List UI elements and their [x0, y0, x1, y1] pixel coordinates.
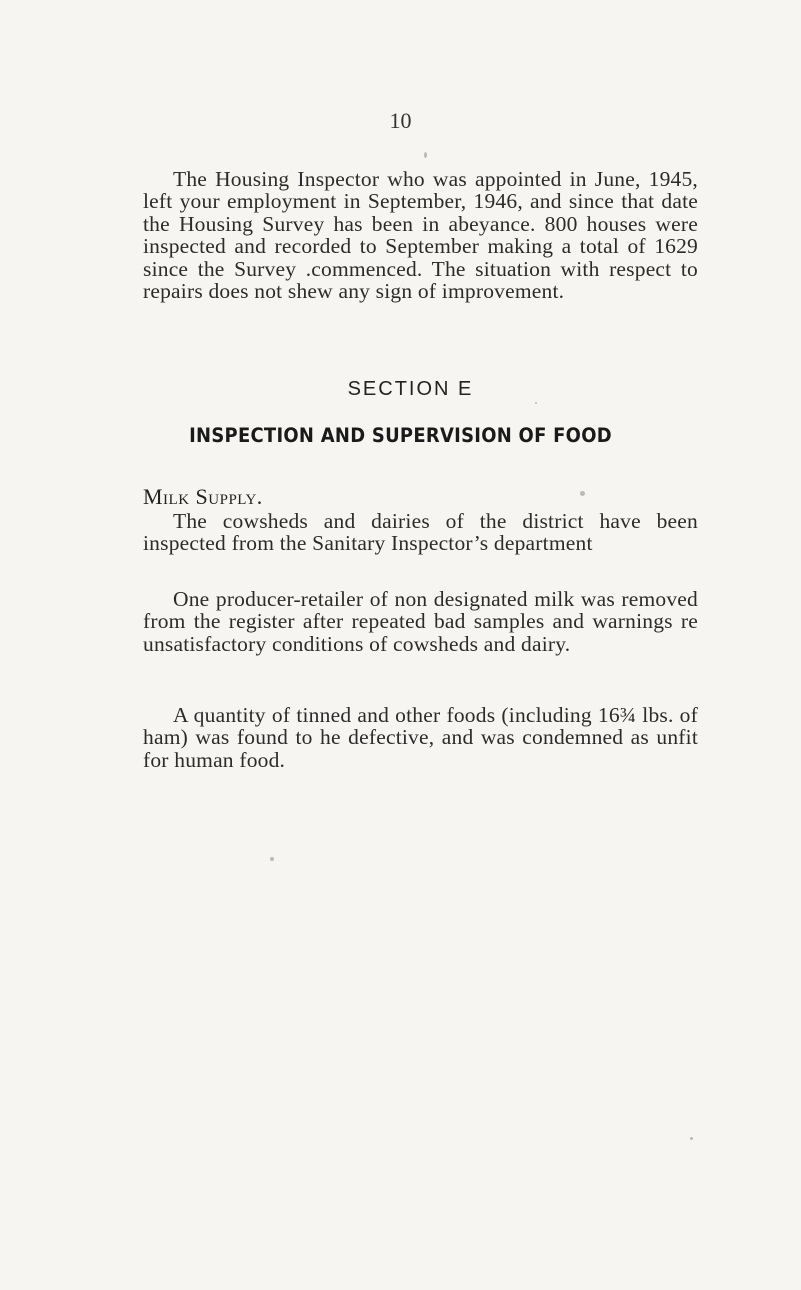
producer-paragraph [143, 588, 698, 655]
producer-paragraph-text: One producer-retailer of non designated milk was removed from the register after repeated bad samples and warnings re unsatisfactory conditions of cowsheds and dairy. [143, 587, 698, 656]
section-title: INSPECTION AND SUPERVISION OF FOOD [189, 424, 612, 447]
tinned-foods-paragraph-text: A quantity of tinned and other foods (including 16¾ lbs. of ham) was found to he defective, and was condemned as unfit for human food. [143, 703, 698, 772]
paper-speck [535, 402, 537, 404]
paper-speck [580, 491, 585, 496]
page-number: 10 [389, 108, 412, 133]
cowsheds-paragraph-text: The cowsheds and dairies of the district have been inspected from the Sanitary Inspector’s department [143, 509, 698, 556]
housing-paragraph-text: The Housing Inspector who was appointed in June, 1945, left your employment in September, 1946, and since that date the Housing Survey has been in abeyance. 800 houses were inspected and recorded to September making a total of 1629 since the Survey .commenced. The situation with respect to repairs does not shew any sign of improvement. [143, 167, 698, 304]
cowsheds-paragraph [143, 510, 698, 555]
section-label: SECTION E [347, 378, 474, 400]
paper-speck [270, 857, 274, 861]
paper-speck [690, 1137, 693, 1140]
housing-paragraph [143, 168, 698, 302]
paper-speck [424, 152, 427, 158]
milk-supply-heading: Milk Supply. [143, 484, 263, 509]
tinned-foods-paragraph [143, 704, 698, 771]
